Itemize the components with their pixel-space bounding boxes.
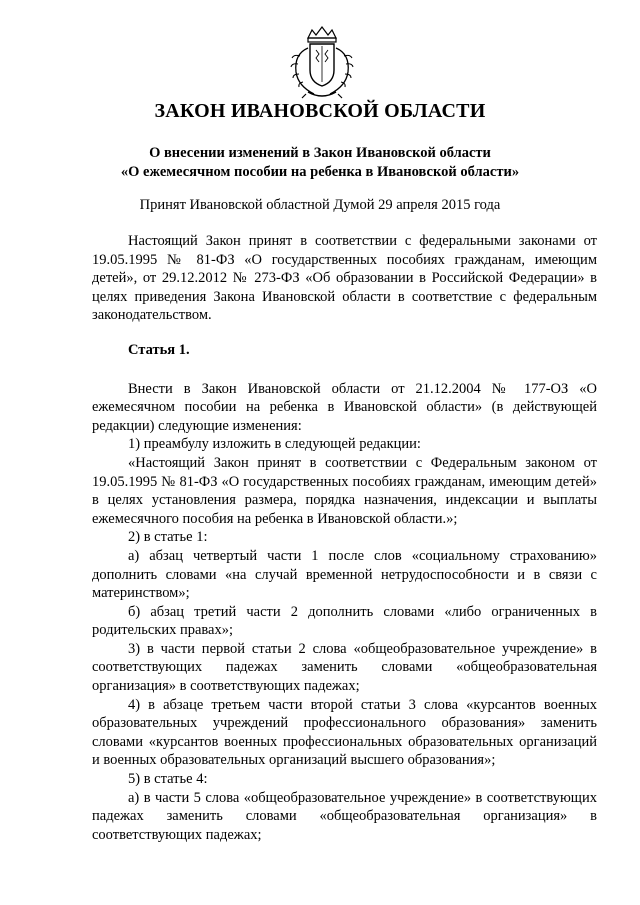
law-subtitle — [0, 144, 640, 182]
paragraph: 4) в абзаце третьем части второй статьи 3 слова «курсантов военных образовательных учреждений профессионального образования» заменить словами «курсантов военных профессиональных образовательных организаций и военных образовательных организаций высшего образования»; — [92, 696, 597, 769]
law-title: ЗАКОН ИВАНОВСКОЙ ОБЛАСТИ — [154, 100, 486, 122]
paragraph: 2) в статье 1: — [128, 529, 208, 546]
subtitle-line-2: «О ежемесячном пособии на ребенка в Ивановской области» — [120, 164, 520, 180]
subtitle-line-1: О внесении изменений в Закон Ивановской области — [149, 145, 491, 161]
article-1-heading: Статья 1. — [128, 341, 190, 358]
paragraph: «Настоящий Закон принят в соответствии с Федеральным законом от 19.05.1995 № 81-ФЗ «О государственных пособиях гражданам, имеющим детей» в целях установления размера, порядка назначения, индексации и выплаты ежемесячного пособия на ребенка в Ивановской области.»; — [92, 454, 597, 527]
ivanovo-coat-of-arms-icon — [286, 24, 358, 102]
paragraph: а) абзац четвертый части 1 после слов «социальному страхованию» дополнить словами «на случай временной нетрудоспособности и в связи с материнством»; — [92, 547, 597, 602]
law-body — [92, 232, 597, 844]
paragraph: 5) в статье 4: — [128, 771, 208, 788]
adoption-note: Принят Ивановской областной Думой 29 апреля 2015 года — [139, 197, 501, 213]
preamble-paragraph: Настоящий Закон принят в соответствии с федеральными законами от 19.05.1995 № 81-ФЗ «О государственных пособиях гражданам, имеющим детей», от 29.12.2012 № 273-ФЗ «Об образовании в Российской Федерации» в целях приведения Закона Ивановской области в соответствие с федеральным законодательством. — [92, 233, 597, 324]
paragraph: 3) в части первой статьи 2 слова «общеобразовательное учреждение» в соответствующих падежах заменить словами «общеобразовательная организация» в соответствующих падежах; — [92, 640, 597, 695]
paragraph: 1) преамбулу изложить в следующей редакции: — [128, 436, 421, 453]
paragraph: а) в части 5 слова «общеобразовательное учреждение» в соответствующих падежах заменить словами «общеобразовательная организация» в соответствующих падежах; — [92, 789, 597, 843]
paragraph: Внести в Закон Ивановской области от 21.12.2004 № 177-ОЗ «О ежемесячном пособии на ребенка в Ивановской области» (в действующей редакции) следующие изменения: — [92, 380, 597, 434]
paragraph: б) абзац третий части 2 дополнить словами «либо ограниченных в родительских правах»; — [92, 603, 597, 639]
